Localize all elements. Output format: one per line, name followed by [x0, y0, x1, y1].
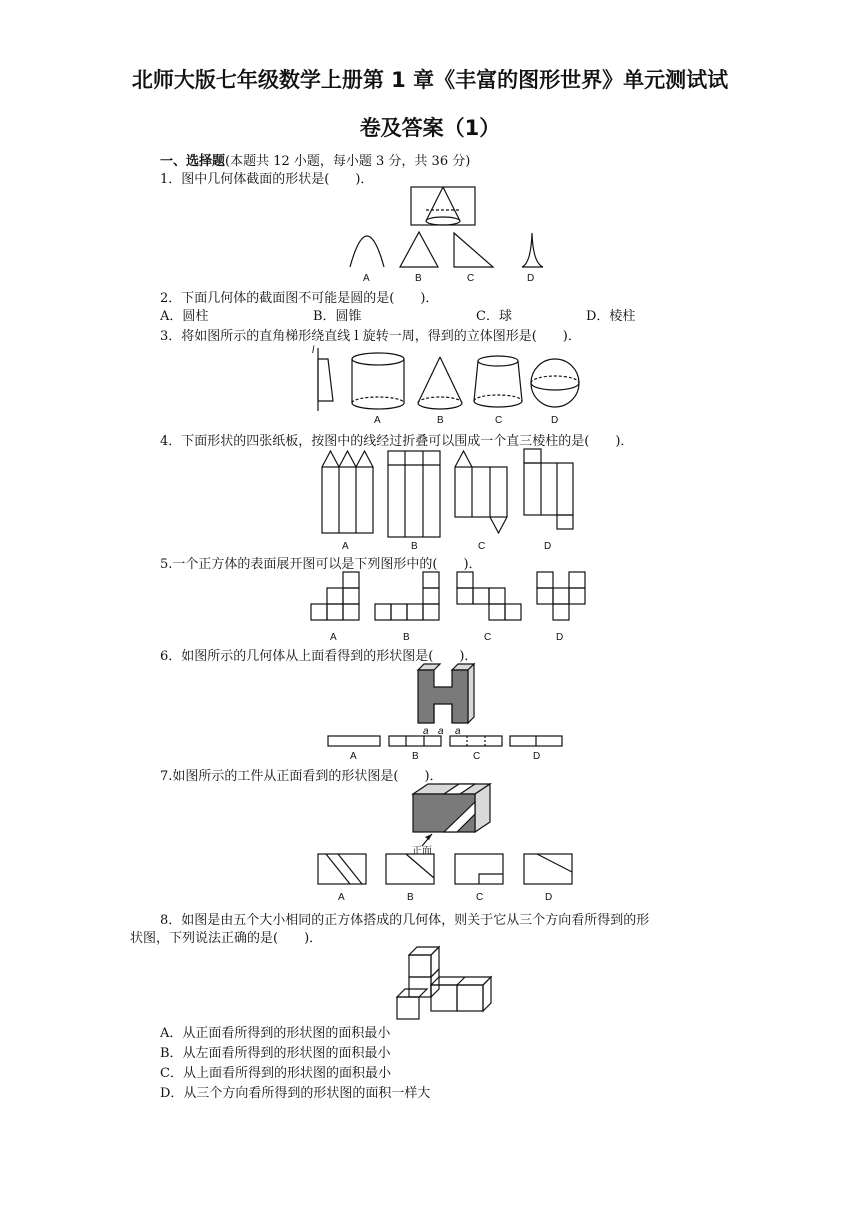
q3-label-a: A	[374, 415, 381, 426]
q3-label-b: B	[437, 415, 444, 426]
q6-label-d: D	[533, 751, 541, 762]
option-c-right-triangle-shape	[454, 233, 493, 267]
front-view-label: 正面	[412, 846, 432, 857]
option-d-top-view	[510, 736, 562, 746]
option-b-cube-net	[375, 572, 439, 620]
q2-option-d: D．棱柱	[586, 309, 636, 324]
q3-label-c: C	[495, 415, 503, 426]
option-a-net	[322, 451, 373, 533]
option-d-front-view	[524, 854, 572, 884]
option-d-net	[524, 449, 573, 529]
h-shaped-solid	[418, 664, 474, 737]
q5-label-b: B	[403, 632, 410, 643]
q7-label-b: B	[407, 892, 414, 903]
question-5-figure	[305, 570, 595, 645]
q5-label-c: C	[484, 632, 492, 643]
q6-label-b: B	[412, 751, 419, 762]
q2-option-a: A．圆柱	[160, 309, 209, 324]
q8-option-a: A．从正面看所得到的形状图的面积最小	[160, 1026, 391, 1041]
q7-label-a: A	[338, 892, 345, 903]
q7-label-d: D	[545, 892, 553, 903]
question-3-text: 3．将如图所示的直角梯形绕直线 l 旋转一周，得到的立体图形是( )．	[160, 329, 581, 344]
trapezoid-shape	[318, 359, 333, 401]
five-cube-solid	[397, 947, 491, 1019]
option-c-net	[455, 451, 507, 533]
dim-label-a-2: a	[438, 726, 444, 737]
option-c-frustum	[474, 356, 522, 407]
option-c-front-view	[455, 854, 503, 884]
question-6-text: 6．如图所示的几何体从上面看得到的形状图是( )．	[160, 649, 478, 664]
q1-label-a: A	[363, 273, 370, 284]
question-8-text-line-1: 8．如图是由五个大小相同的正方体搭成的几何体，则关于它从三个方向看所得到的形	[160, 913, 650, 928]
option-a-cylinder	[352, 353, 404, 409]
option-a-top-view	[328, 736, 380, 746]
option-b-front-view	[386, 854, 434, 884]
q3-label-d: D	[551, 415, 559, 426]
q5-label-d: D	[556, 632, 564, 643]
q2-option-c: C．球	[476, 309, 512, 324]
option-a-front-view	[318, 854, 366, 884]
question-5-text: 5.一个正方体的表面展开图可以是下列图形中的( )．	[160, 557, 482, 572]
document-title-line-2: 卷及答案（1）	[359, 116, 501, 140]
question-7-text: 7.如图所示的工件从正面看到的形状图是( )．	[160, 769, 443, 784]
option-b-cone	[418, 357, 462, 409]
option-c-cube-net	[457, 572, 521, 620]
option-a-cube-net	[311, 572, 359, 620]
option-d-cube-net	[537, 572, 585, 620]
q4-label-d: D	[544, 541, 552, 552]
cone-in-box-figure	[411, 187, 475, 225]
question-4-figure	[310, 447, 600, 552]
question-8-text-line-2: 状图，下列说法正确的是( )．	[130, 931, 323, 946]
option-b-triangle-shape	[400, 232, 438, 267]
question-1-text: 1．图中几何体截面的形状是( )．	[160, 172, 374, 187]
section-header	[160, 150, 470, 169]
workpiece-solid	[412, 784, 490, 857]
q8-option-b: B．从左面看所得到的形状图的面积最小	[160, 1046, 391, 1061]
option-d-sphere	[531, 359, 579, 407]
q1-label-c: C	[467, 273, 475, 284]
q2-option-b: B．圆锥	[313, 309, 362, 324]
q4-label-c: C	[478, 541, 486, 552]
option-b-net	[388, 451, 440, 537]
question-1-figure	[300, 185, 560, 285]
document-title-line-1: 北师大版七年级数学上册第 1 章《丰富的图形世界》单元测试试	[131, 68, 729, 92]
question-8-figure	[395, 943, 505, 1023]
question-6-figure	[322, 662, 572, 762]
q8-option-d: D．从三个方向看所得到的形状图的面积一样大	[160, 1086, 431, 1101]
q1-label-b: B	[415, 273, 422, 284]
axis-l-label: l	[312, 345, 315, 356]
q5-label-a: A	[330, 632, 337, 643]
option-a-parabola-shape	[350, 236, 384, 267]
q8-option-c: C．从上面看所得到的形状图的面积最小	[160, 1066, 391, 1081]
question-4-text: 4．下面形状的四张纸板，按图中的线经过折叠可以围成一个直三棱柱的是( )．	[160, 434, 634, 449]
option-b-top-view	[389, 736, 441, 746]
section-note: (本题共 12 小题，每小题 3 分，共 36 分)	[225, 154, 471, 169]
q6-label-c: C	[473, 751, 481, 762]
dim-label-a-3: a	[455, 726, 461, 737]
option-d-cusp-shape	[522, 233, 543, 267]
q1-label-d: D	[527, 273, 535, 284]
dim-label-a-1: a	[423, 726, 429, 737]
question-3-figure	[300, 343, 600, 428]
q4-label-b: B	[411, 541, 418, 552]
option-c-top-view	[450, 736, 502, 746]
question-2-text: 2．下面几何体的截面图不可能是圆的是( )．	[160, 291, 439, 306]
q7-label-c: C	[476, 892, 484, 903]
q6-label-a: A	[350, 751, 357, 762]
section-head: 一、选择题	[160, 154, 226, 169]
q4-label-a: A	[342, 541, 349, 552]
question-7-figure	[312, 782, 582, 907]
